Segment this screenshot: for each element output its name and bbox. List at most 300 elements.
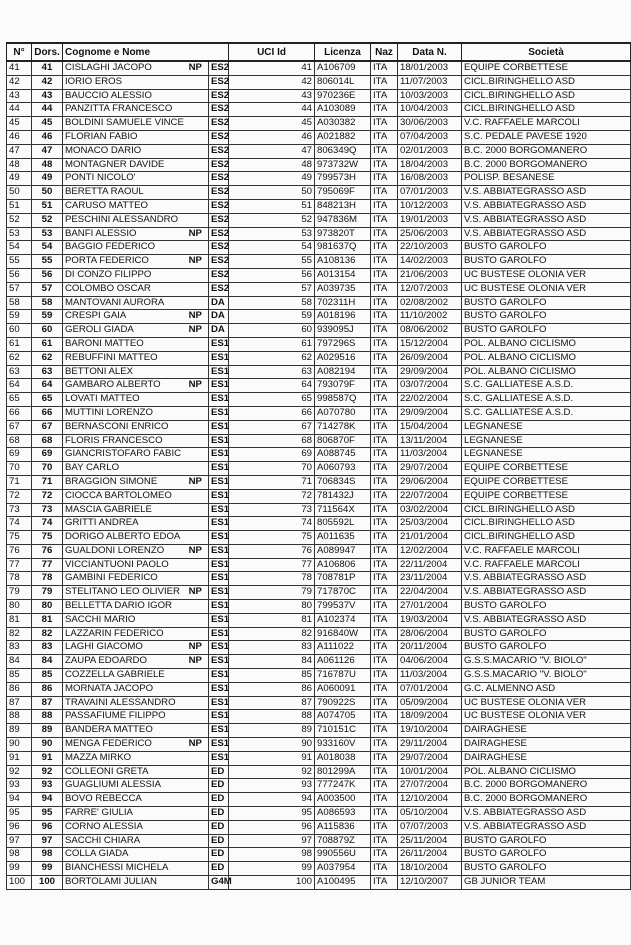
cell-category: ES2 [209,268,229,282]
cell-name: BERETTA RAOUL [63,186,183,200]
cell-np-flag [183,572,209,586]
cell-nationality: ITA [371,172,398,186]
cell-team: CICL.BIRINGHELLO ASD [462,75,631,89]
cell-category: ES1 [209,558,229,572]
cell-uci-id: 59 [229,310,315,324]
cell-nationality: ITA [371,779,398,793]
cell-birth-date: 18/04/2003 [398,158,462,172]
cell-license: A100495 [315,876,371,890]
cell-number: 95 [7,807,32,821]
table-row [7,751,631,765]
cell-category: ES2 [209,144,229,158]
cell-nationality: ITA [371,117,398,131]
cell-uci-id: 83 [229,641,315,655]
cell-nationality: ITA [371,130,398,144]
table-header-row [7,43,631,61]
cell-team: V.C. RAFFAELE MARCOLI [462,544,631,558]
cell-team: V.S. ABBIATEGRASSO ASD [462,213,631,227]
cell-name: DI CONZO FILIPPO [63,268,183,282]
table-row [7,793,631,807]
cell-bib: 76 [32,544,63,558]
cell-license: 947836M [315,213,371,227]
cell-birth-date: 02/01/2003 [398,144,462,158]
table-row [7,738,631,752]
cell-category: ES2 [209,130,229,144]
cell-nationality: ITA [371,793,398,807]
cell-np-flag [183,130,209,144]
table-row [7,448,631,462]
cell-birth-date: 07/07/2003 [398,820,462,834]
cell-birth-date: 19/01/2003 [398,213,462,227]
cell-np-flag [183,682,209,696]
cell-category: ED [209,862,229,876]
cell-np-flag [183,517,209,531]
cell-number: 96 [7,820,32,834]
col-header-bib: Dors. [32,43,63,61]
table-row [7,807,631,821]
cell-np-flag [183,876,209,890]
cell-bib: 85 [32,669,63,683]
cell-number: 53 [7,227,32,241]
cell-np-flag [183,462,209,476]
cell-category: ES2 [209,255,229,269]
cell-np-flag [183,489,209,503]
cell-name: CIOCCA BARTOLOMEO [63,489,183,503]
cell-team: POL. ALBANO CICLISMO [462,365,631,379]
cell-name: MANTOVANI AURORA [63,296,183,310]
cell-nationality: ITA [371,296,398,310]
cell-name: LAGHI GIACOMO [63,641,183,655]
cell-bib: 93 [32,779,63,793]
cell-number: 63 [7,365,32,379]
cell-number: 61 [7,337,32,351]
cell-number: 57 [7,282,32,296]
table-row [7,696,631,710]
cell-license: A021882 [315,130,371,144]
cell-np-flag: NP [183,379,209,393]
cell-license: A108136 [315,255,371,269]
cell-nationality: ITA [371,351,398,365]
cell-name: LOVATI MATTEO [63,393,183,407]
cell-uci-id: 48 [229,158,315,172]
cell-number: 52 [7,213,32,227]
cell-category: ES1 [209,738,229,752]
cell-team: UC BUSTESE OLONIA VER [462,696,631,710]
cell-category: ES1 [209,434,229,448]
cell-bib: 58 [32,296,63,310]
cell-bib: 41 [32,61,63,75]
cell-number: 62 [7,351,32,365]
cell-birth-date: 21/01/2004 [398,531,462,545]
cell-name: BETTONI ALEX [63,365,183,379]
cell-np-flag [183,282,209,296]
cell-license: 998587Q [315,393,371,407]
start-list-table [6,42,631,890]
cell-number: 81 [7,613,32,627]
cell-category: G4M [209,876,229,890]
cell-birth-date: 07/01/2003 [398,186,462,200]
cell-license: 793079F [315,379,371,393]
cell-uci-id: 98 [229,848,315,862]
cell-nationality: ITA [371,213,398,227]
cell-number: 100 [7,876,32,890]
cell-np-flag [183,848,209,862]
cell-birth-date: 19/10/2004 [398,724,462,738]
cell-np-flag [183,158,209,172]
cell-nationality: ITA [371,420,398,434]
cell-category: ES1 [209,489,229,503]
cell-category: ES2 [209,158,229,172]
cell-category: ES1 [209,462,229,476]
cell-birth-date: 29/09/2004 [398,406,462,420]
cell-team: EQUIPE CORBETTESE [462,475,631,489]
cell-name: PANZITTA FRANCESCO [63,103,183,117]
cell-category: ES1 [209,655,229,669]
cell-bib: 51 [32,199,63,213]
cell-name: COLLEONI GRETA [63,765,183,779]
cell-bib: 95 [32,807,63,821]
cell-nationality: ITA [371,544,398,558]
cell-team: CICL.BIRINGHELLO ASD [462,103,631,117]
cell-bib: 78 [32,572,63,586]
table-row [7,682,631,696]
cell-category: ED [209,807,229,821]
cell-license: A106806 [315,558,371,572]
cell-np-flag [183,75,209,89]
table-row [7,489,631,503]
cell-nationality: ITA [371,682,398,696]
table-row [7,379,631,393]
cell-uci-id: 82 [229,627,315,641]
cell-team: DAIRAGHESE [462,751,631,765]
cell-number: 71 [7,475,32,489]
cell-name: BOVO REBECCA [63,793,183,807]
cell-name: COLLA GIADA [63,848,183,862]
cell-license: A070780 [315,406,371,420]
cell-nationality: ITA [371,448,398,462]
cell-birth-date: 05/09/2004 [398,696,462,710]
cell-number: 92 [7,765,32,779]
cell-category: ES1 [209,724,229,738]
cell-number: 43 [7,89,32,103]
cell-np-flag [183,434,209,448]
cell-name: PORTA FEDERICO [63,255,183,269]
cell-nationality: ITA [371,820,398,834]
cell-birth-date: 11/07/2003 [398,75,462,89]
cell-nationality: ITA [371,255,398,269]
cell-category: ES1 [209,572,229,586]
cell-name: SACCHI MARIO [63,613,183,627]
table-row [7,296,631,310]
cell-bib: 100 [32,876,63,890]
cell-birth-date: 13/11/2004 [398,434,462,448]
col-header-uci-id: UCI Id [229,43,315,61]
col-header-number: N° [7,43,32,61]
cell-np-flag [183,199,209,213]
cell-license: 970236E [315,89,371,103]
cell-bib: 47 [32,144,63,158]
cell-number: 80 [7,600,32,614]
cell-team: CICL.BIRINGHELLO ASD [462,531,631,545]
cell-np-flag: NP [183,310,209,324]
cell-category: ED [209,765,229,779]
cell-nationality: ITA [371,586,398,600]
cell-birth-date: 15/12/2004 [398,337,462,351]
cell-number: 93 [7,779,32,793]
cell-license: A018196 [315,310,371,324]
cell-birth-date: 11/03/2004 [398,669,462,683]
cell-nationality: ITA [371,61,398,75]
cell-name: GRITTI ANDREA [63,517,183,531]
cell-license: 708879Z [315,834,371,848]
cell-uci-id: 93 [229,779,315,793]
cell-birth-date: 29/06/2004 [398,475,462,489]
cell-birth-date: 03/07/2004 [398,379,462,393]
cell-license: 973732W [315,158,371,172]
table-row [7,641,631,655]
cell-bib: 97 [32,834,63,848]
cell-bib: 75 [32,531,63,545]
cell-category: ES1 [209,448,229,462]
cell-license: A013154 [315,268,371,282]
cell-team: LEGNANESE [462,420,631,434]
cell-nationality: ITA [371,724,398,738]
cell-category: ES1 [209,379,229,393]
cell-nationality: ITA [371,876,398,890]
cell-bib: 72 [32,489,63,503]
cell-number: 64 [7,379,32,393]
cell-bib: 83 [32,641,63,655]
cell-birth-date: 05/10/2004 [398,807,462,821]
cell-team: BUSTO GAROLFO [462,324,631,338]
cell-license: 939095J [315,324,371,338]
table-row [7,462,631,476]
table-row [7,103,631,117]
cell-bib: 65 [32,393,63,407]
cell-bib: 59 [32,310,63,324]
cell-birth-date: 10/12/2003 [398,199,462,213]
cell-number: 58 [7,296,32,310]
cell-category: ES2 [209,241,229,255]
cell-np-flag [183,337,209,351]
cell-team: DAIRAGHESE [462,724,631,738]
cell-np-flag: NP [183,61,209,75]
cell-category: ES1 [209,337,229,351]
cell-bib: 42 [32,75,63,89]
table-row [7,655,631,669]
table-row [7,310,631,324]
cell-category: ED [209,834,229,848]
cell-name: STELITANO LEO OLIVIER [63,586,183,600]
cell-category: ES1 [209,696,229,710]
cell-bib: 63 [32,365,63,379]
cell-number: 55 [7,255,32,269]
cell-np-flag [183,117,209,131]
cell-team: B.C. 2000 BORGOMANERO [462,779,631,793]
cell-bib: 99 [32,862,63,876]
cell-license: 990556U [315,848,371,862]
cell-birth-date: 22/04/2004 [398,586,462,600]
cell-nationality: ITA [371,669,398,683]
cell-category: ES1 [209,531,229,545]
cell-np-flag [183,89,209,103]
cell-nationality: ITA [371,337,398,351]
cell-category: ED [209,779,229,793]
cell-nationality: ITA [371,241,398,255]
table-row [7,130,631,144]
cell-category: ES1 [209,406,229,420]
cell-category: ES1 [209,586,229,600]
cell-license: A088745 [315,448,371,462]
cell-number: 88 [7,710,32,724]
cell-license: A089947 [315,544,371,558]
cell-license: 795069F [315,186,371,200]
cell-np-flag: NP [183,255,209,269]
cell-name: BAGGIO FEDERICO [63,241,183,255]
cell-name: BIANCHESSI MICHELA [63,862,183,876]
cell-team: B.C. 2000 BORGOMANERO [462,144,631,158]
cell-name: MONACO DARIO [63,144,183,158]
table-row [7,89,631,103]
cell-category: ES2 [209,103,229,117]
cell-license: A086593 [315,807,371,821]
cell-team: B.C. 2000 BORGOMANERO [462,793,631,807]
cell-bib: 91 [32,751,63,765]
cell-nationality: ITA [371,489,398,503]
cell-nationality: ITA [371,89,398,103]
table-row [7,848,631,862]
cell-bib: 54 [32,241,63,255]
cell-birth-date: 07/01/2004 [398,682,462,696]
cell-name: CRESPI GAIA [63,310,183,324]
cell-nationality: ITA [371,199,398,213]
cell-name: GEROLI GIADA [63,324,183,338]
cell-np-flag: NP [183,475,209,489]
cell-license: 790922S [315,696,371,710]
cell-category: ES1 [209,544,229,558]
cell-uci-id: 50 [229,186,315,200]
cell-license: 806349Q [315,144,371,158]
table-row [7,876,631,890]
cell-license: A003500 [315,793,371,807]
cell-birth-date: 26/09/2004 [398,351,462,365]
cell-license: 805592L [315,517,371,531]
cell-name: PONTI NICOLO' [63,172,183,186]
cell-nationality: ITA [371,103,398,117]
cell-uci-id: 51 [229,199,315,213]
cell-category: ES2 [209,117,229,131]
cell-category: ES1 [209,710,229,724]
cell-name: MAZZA MIRKO [63,751,183,765]
cell-number: 54 [7,241,32,255]
cell-np-flag: NP [183,586,209,600]
cell-birth-date: 27/01/2004 [398,600,462,614]
cell-number: 89 [7,724,32,738]
cell-bib: 96 [32,820,63,834]
table-row [7,268,631,282]
cell-np-flag [183,420,209,434]
cell-uci-id: 58 [229,296,315,310]
cell-uci-id: 99 [229,862,315,876]
cell-uci-id: 55 [229,255,315,269]
cell-number: 94 [7,793,32,807]
cell-uci-id: 47 [229,144,315,158]
cell-license: A115836 [315,820,371,834]
table-row [7,862,631,876]
cell-birth-date: 19/03/2004 [398,613,462,627]
cell-np-flag: NP [183,641,209,655]
cell-category: ES1 [209,682,229,696]
cell-license: A074705 [315,710,371,724]
cell-number: 69 [7,448,32,462]
cell-birth-date: 29/07/2004 [398,751,462,765]
cell-team: UC BUSTESE OLONIA VER [462,268,631,282]
cell-license: 710151C [315,724,371,738]
cell-bib: 50 [32,186,63,200]
table-row [7,572,631,586]
cell-category: ES1 [209,420,229,434]
cell-category: ED [209,848,229,862]
cell-np-flag [183,531,209,545]
cell-np-flag [183,613,209,627]
cell-uci-id: 91 [229,751,315,765]
cell-category: ES2 [209,199,229,213]
cell-license: 806870F [315,434,371,448]
cell-name: BRAGGION SIMONE [63,475,183,489]
cell-number: 74 [7,517,32,531]
cell-birth-date: 28/06/2004 [398,627,462,641]
cell-nationality: ITA [371,462,398,476]
cell-license: A037954 [315,862,371,876]
cell-number: 90 [7,738,32,752]
cell-number: 91 [7,751,32,765]
cell-category: ES1 [209,351,229,365]
cell-license: A060793 [315,462,371,476]
table-row [7,282,631,296]
cell-team: BUSTO GAROLFO [462,848,631,862]
cell-bib: 84 [32,655,63,669]
cell-bib: 89 [32,724,63,738]
cell-uci-id: 73 [229,503,315,517]
cell-team: V.S. ABBIATEGRASSO ASD [462,199,631,213]
cell-bib: 53 [32,227,63,241]
cell-birth-date: 10/01/2004 [398,765,462,779]
table-row [7,255,631,269]
cell-category: ES2 [209,75,229,89]
cell-uci-id: 67 [229,420,315,434]
cell-birth-date: 25/06/2003 [398,227,462,241]
cell-number: 60 [7,324,32,338]
cell-license: A039735 [315,282,371,296]
cell-uci-id: 44 [229,103,315,117]
cell-team: DAIRAGHESE [462,738,631,752]
cell-team: BUSTO GAROLFO [462,627,631,641]
cell-np-flag [183,213,209,227]
cell-team: S.C. PEDALE PAVESE 1920 [462,130,631,144]
cell-np-flag [183,103,209,117]
cell-nationality: ITA [371,268,398,282]
cell-number: 73 [7,503,32,517]
col-header-nationality: Naz [371,43,398,61]
cell-uci-id: 97 [229,834,315,848]
cell-np-flag [183,365,209,379]
cell-uci-id: 86 [229,682,315,696]
cell-number: 51 [7,199,32,213]
cell-uci-id: 81 [229,613,315,627]
cell-team: V.S. ABBIATEGRASSO ASD [462,807,631,821]
cell-name: GUALDONI LORENZO [63,544,183,558]
table-row [7,531,631,545]
